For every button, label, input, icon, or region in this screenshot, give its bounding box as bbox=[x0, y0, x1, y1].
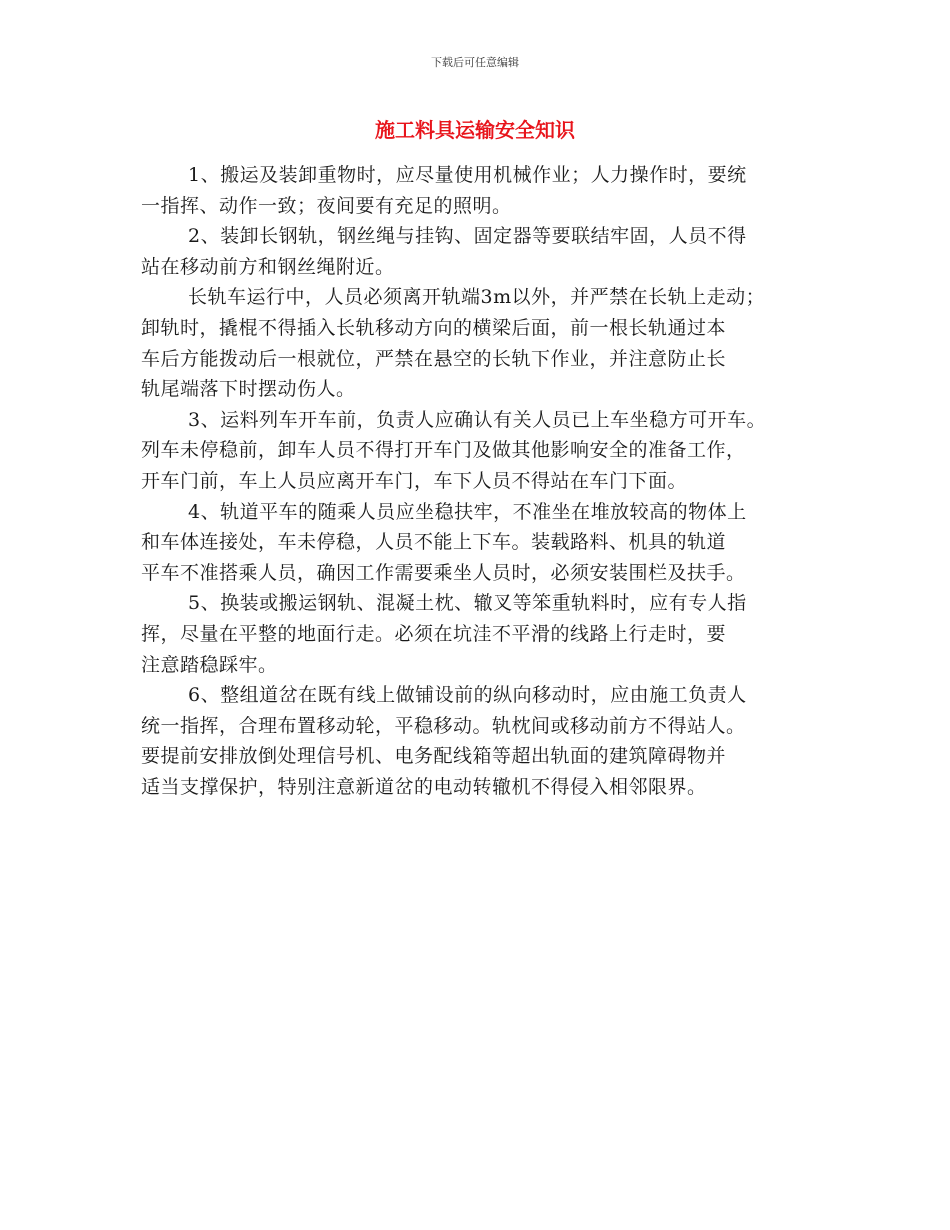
text-line: 开车门前，车上人员应离开车门，车下人员不得站在车门下面。 bbox=[141, 469, 688, 492]
header-note: 下载后可任意编辑 bbox=[431, 56, 519, 69]
text-line: 平车不准搭乘人员，确因工作需要乘坐人员时，必须安装围栏及扶手。 bbox=[141, 561, 746, 584]
text-line: 6、整组道岔在既有线上做铺设前的纵向移动时，应由施工负责人 bbox=[188, 684, 747, 707]
text-line: 列车未停稳前，卸车人员不得打开车门及做其他影响安全的准备工作， bbox=[141, 439, 746, 462]
document-body bbox=[141, 160, 811, 802]
text-line: 一指挥、动作一致；夜间要有充足的照明。 bbox=[141, 194, 512, 217]
text-line: 4、轨道平车的随乘人员应坐稳扶牢，不准坐在堆放较高的物体上 bbox=[188, 500, 747, 523]
text-line: 轨尾端落下时摆动伤人。 bbox=[141, 378, 356, 401]
text-line: 长轨车运行中，人员必须离开轨端3m以外，并严禁在长轨上走动； bbox=[188, 286, 766, 309]
text-line: 车后方能拨动后一根就位，严禁在悬空的长轨下作业，并注意防止长 bbox=[141, 347, 727, 370]
text-line: 卸轨时，撬棍不得插入长轨移动方向的横梁后面，前一根长轨通过本 bbox=[141, 316, 727, 339]
text-line: 注意踏稳踩牢。 bbox=[141, 653, 278, 676]
text-line: 和车体连接处，车未停稳，人员不能上下车。装载路料、机具的轨道 bbox=[141, 531, 727, 554]
text-line: 统一指挥，合理布置移动轮，平稳移动。轨枕间或移动前方不得站人。 bbox=[141, 714, 746, 737]
text-line: 适当支撑保护，特别注意新道岔的电动转辙机不得侵入相邻限界。 bbox=[141, 775, 707, 798]
text-line: 5、换装或搬运钢轨、混凝土枕、辙叉等笨重轨料时，应有专人指 bbox=[188, 592, 747, 615]
text-line: 3、运料列车开车前，负责人应确认有关人员已上车坐稳方可开车。 bbox=[188, 408, 767, 431]
text-line: 挥，尽量在平整的地面行走。必须在坑洼不平滑的线路上行走时，要 bbox=[141, 622, 727, 645]
text-line: 2、装卸长钢轨，钢丝绳与挂钩、固定器等要联结牢固，人员不得 bbox=[188, 225, 747, 248]
text-line: 1、搬运及装卸重物时，应尽量使用机械作业；人力操作时，要统 bbox=[188, 164, 747, 186]
text-line: 要提前安排放倒处理信号机、电务配线箱等超出轨面的建筑障碍物并 bbox=[141, 745, 727, 768]
text-line: 站在移动前方和钢丝绳附近。 bbox=[141, 255, 395, 278]
document-title: 施工料具运输安全知识 bbox=[375, 118, 575, 142]
